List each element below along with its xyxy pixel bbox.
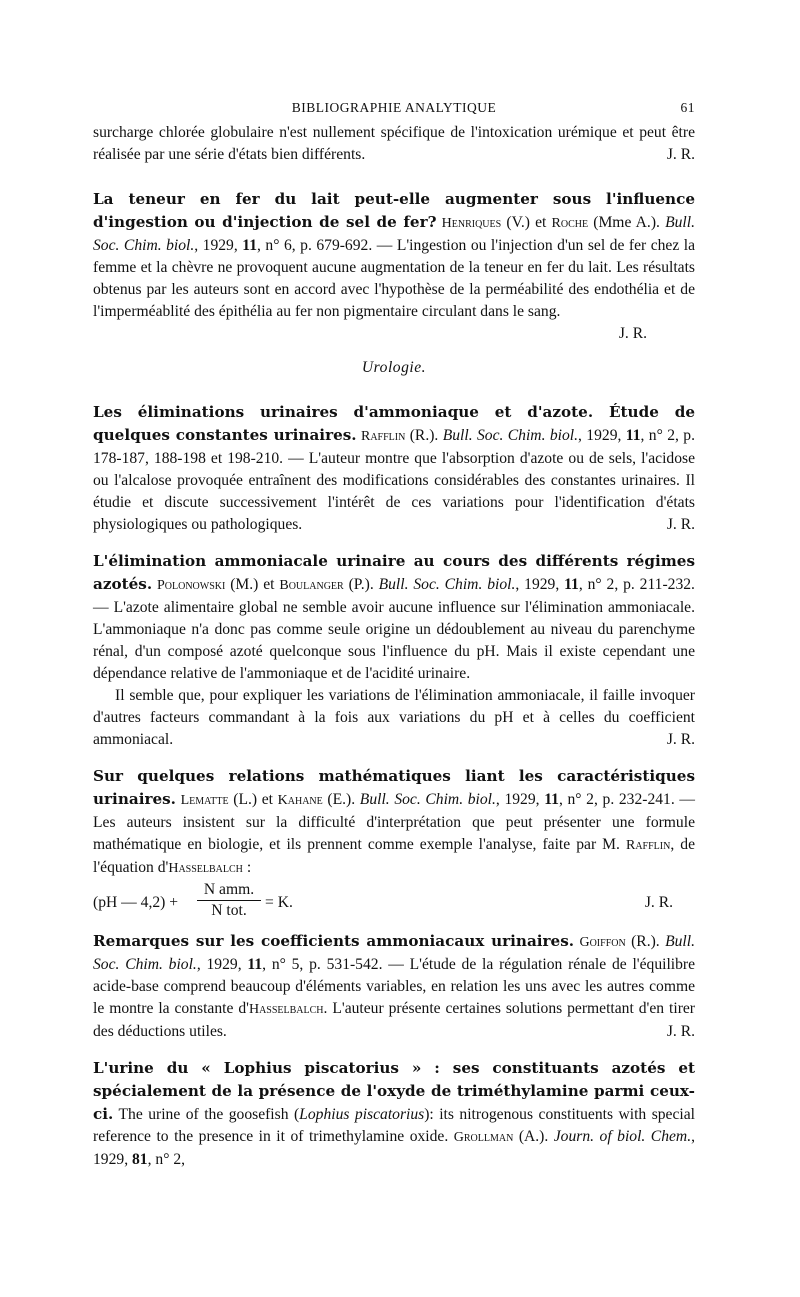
species-name: Lophius piscatorius [299,1106,425,1123]
running-head [93,100,695,122]
author-name: Roche [551,216,589,231]
equation-rhs: = K. [265,894,293,911]
volume: 11 [625,427,641,444]
equation-fraction [197,880,261,921]
reference-year: , 1929, [93,1128,695,1168]
journal-name: Bull. Soc. Chim. biol. [93,933,695,973]
author-initials: (M.) et [230,576,275,593]
person-name: Rafflin [626,838,671,853]
reference-pages: , n° 5, p. 531-542. — [262,956,404,973]
signature: J. R. [618,325,647,342]
abstract-body: L'azote alimentaire global ne semble avoir aucune influence sur l'élimination ammoniacale. L'ammoniaque n'a donc pas comme seule origine un dédoublement au niveau du parenchyme rénal, d'un composé azoté quelconque sous l'influence du pH. Mais il existe cependant une dépendance relative de l'ammoniaque et de l'acidité urinaire. [93,599,695,682]
reference-year: , 1929, [578,427,622,444]
reference-year: , 1929, [196,956,242,973]
person-name: Hasselbalch [248,1002,324,1017]
reference-year: , 1929, [495,791,540,808]
abstract-body: , de l'équation d' [93,836,696,876]
volume: 81 [132,1151,148,1168]
signature: J. R. [644,894,673,911]
entry-title: L'élimination ammoniacale urinaire au cours des différents régimes azotés. [93,552,695,593]
page-number: 61 [680,100,695,115]
entry-title: Sur quelques relations mathématiques liant les caractéristiques urinaires. [93,767,695,808]
signature: J. R. [666,146,695,163]
equation-denominator: N tot. [211,902,247,919]
volume: 11 [564,576,579,593]
equation [93,882,695,922]
author-name: Rafflin [360,429,406,444]
author-initials: (L.) et [233,791,273,808]
reference-pages: , n° 2, p. 178-187, 188-198 et 198-210. — [93,427,695,467]
signature: J. R. [666,516,695,533]
reference-pages: , n° 2, p. 232-241. — [558,791,695,808]
abstract-body: . L'auteur présente certaines solutions permettant d'en tirer des déductions utiles. [93,1000,695,1040]
abstract-entry [93,550,695,685]
author-initials: (V.) et [506,214,547,231]
abstract-entry [93,1057,695,1171]
journal-name: Bull. Soc. Chim. biol. [378,576,516,593]
author-name: Grollman [453,1130,514,1145]
abstract-entry [93,765,695,880]
equation-lhs: (pH — 4,2) + [93,894,179,911]
intro-paragraph [93,122,695,166]
author-initials: (Mme A.). [593,214,660,231]
journal-name: Bull. Soc. Chim. biol. [93,214,695,254]
abstract-body: : [242,859,252,876]
author-name: Polonowski [157,578,226,593]
journal-name: Bull. Soc. Chim. biol. [442,427,579,444]
abstract-body: Il semble que, pour expliquer les variations de l'élimination ammoniacale, il faille invoquer d'autres facteurs commandant à la fois aux variations du pH et à celles du coefficient ammoniacal. [93,687,695,748]
author-initials: (R.). [409,427,439,444]
abstract-entry [93,401,695,536]
equation-numerator: N amm. [197,880,261,901]
person-name: Hasselbalch [168,861,243,876]
page [93,100,695,1171]
reference-pages: , n° 2, p. 211-232. — [93,576,695,616]
abstract-body: L'ingestion ou l'injection d'un sel de fer chez la femme et la chèvre ne provoquent aucune augmentation de la teneur en fer du lait. Les résultats obtenus par les auteurs sont en accord avec l'hypothèse de la perméabilité des endothélia et de l'imperméablité des épithélia au fer non pigmentaire circulant dans le sang. [93,237,696,320]
author-initials: (P.). [348,576,374,593]
running-head-title: BIBLIOGRAPHIE ANALYTIQUE [291,100,497,115]
reference-pages: , n° 6, p. 679-692. — [257,237,393,254]
abstract-body: L'auteur montre que l'absorption d'azote ou de sels, l'acidose ou l'alcalose provoquée entraînent des modifications considérables des constantes urinaires. Il étudie et discute successivement l'intérêt de ces variations pour l'identification d'états physiologiques ou pathologiques. [93,450,695,533]
reference-year: , 1929, [194,237,238,254]
section-heading: Urologie. [361,359,427,376]
author-name: Boulanger [279,578,344,593]
volume: 11 [242,237,258,254]
signature: J. R. [666,731,695,748]
reference-year: , 1929, [515,576,560,593]
reference-pages: , n° 2, [147,1151,186,1168]
author-name: Lematte [180,793,229,808]
journal-name: Bull. Soc. Chim. biol. [359,791,496,808]
author-initials: (R.). [631,933,660,950]
abstract-entry [93,188,695,323]
volume: 11 [247,956,263,973]
intro-text: surcharge chlorée globulaire n'est nullement spécifique de l'intoxication urémique et peut être réalisée par une série d'états bien différents. [93,124,695,163]
abstract-body: L'étude de la régulation rénale de l'équilibre acide-base comprend beaucoup d'éléments variables, en relation les uns avec les autres comme le montre la constante d' [93,956,696,1017]
abstract-body: The urine of the goosefish ( [118,1106,300,1123]
volume: 11 [544,791,559,808]
journal-name: Journ. of biol. Chem. [553,1128,692,1145]
entry-title: La teneur en fer du lait peut-elle augmenter sous l'influence d'ingestion ou d'injection de sel de fer? [93,190,695,231]
author-name: Henriques [441,216,502,231]
entry-title: L'urine du « Lophius piscatorius » : ses constituants azotés et spécialement de la présence de l'oxyde de triméthylamine parmi ceux-ci. [93,1059,695,1123]
author-initials: (E.). [327,791,356,808]
abstract-body: Les auteurs insistent sur la difficulté d'interprétation que peut présenter une formule mathématique en biologie, et ils prennent comme exemple l'analyse, faite par M. [93,814,695,853]
signature: J. R. [666,1023,695,1040]
abstract-body: ): its nitrogenous constituents with special reference to the presence in it of trimethylamine oxide. [93,1106,695,1145]
abstract-entry [93,930,695,1043]
author-name: Goiffon [579,935,626,950]
entry-title: Les éliminations urinaires d'ammoniaque et d'azote. Étude de quelques constantes urinaires. [93,403,695,444]
author-name: Kahane [277,793,323,808]
entry-title: Remarques sur les coefficients ammoniacaux urinaires. [93,932,575,950]
abstract-paragraph [93,685,695,751]
author-initials: (A.). [518,1128,549,1145]
